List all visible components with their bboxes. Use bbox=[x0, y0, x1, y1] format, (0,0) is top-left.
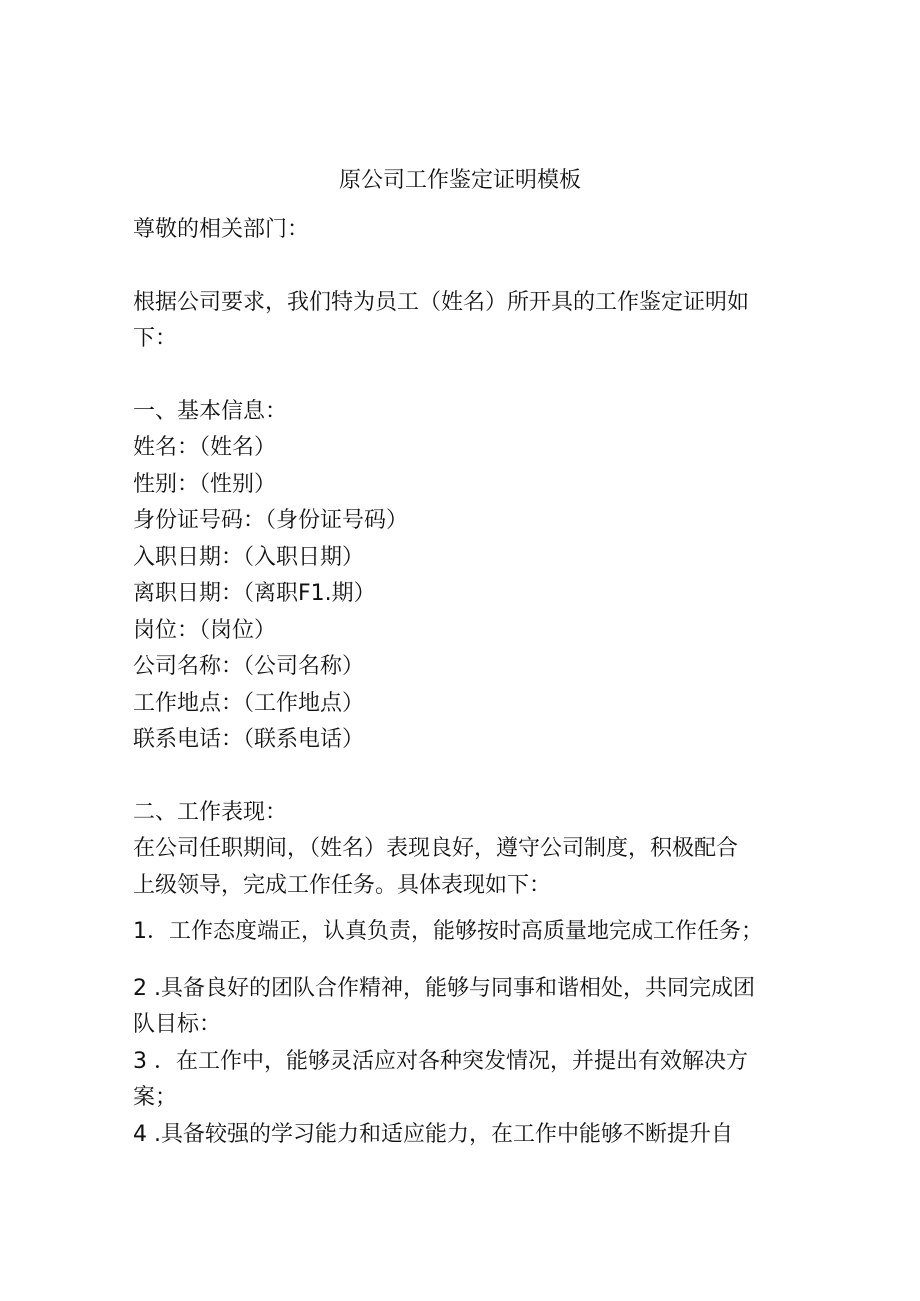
intro-line-2: 下： bbox=[133, 326, 178, 351]
list-item-2: 2 .具备良好的团队合作精神，能够与同事和谐相处，共同完成团 bbox=[133, 975, 755, 1001]
info-leave-date: 离职日期：（离职F1.期） bbox=[133, 581, 376, 606]
section-basic-info-heading: 一、基本信息： bbox=[133, 398, 288, 424]
list-item-1: 1．工作态度端正，认真负责，能够按时高质量地完成工作任务； bbox=[133, 919, 763, 944]
info-name: 姓名：（姓名） bbox=[133, 435, 277, 460]
info-company-name: 公司名称：（公司名称） bbox=[133, 654, 365, 679]
info-phone: 联系电话：（联系电话） bbox=[133, 727, 365, 752]
salutation: 尊敬的相关部门： bbox=[133, 217, 310, 242]
list-item-4: 4 .具备较强的学习能力和适应能力，在工作中能够不断提升自 bbox=[133, 1121, 733, 1147]
list-item-3: 3 ．在工作中，能够灵活应对各种突发情况，并提出有效解决方 bbox=[133, 1048, 748, 1074]
document-body bbox=[133, 212, 793, 1153]
list-item-2-cont: 队目标： bbox=[133, 1012, 222, 1037]
info-work-location: 工作地点：（工作地点） bbox=[133, 690, 365, 716]
info-gender: 性别：（性别） bbox=[133, 471, 277, 497]
document-title: 原公司工作鉴定证明模板 bbox=[338, 168, 581, 193]
performance-line-1: 在公司任职期间，（姓名）表现良好，遵守公司制度，积极配合 bbox=[133, 836, 739, 861]
info-id-number: 身份证号码：（身份证号码） bbox=[133, 508, 409, 533]
performance-line-2: 上级领导，完成工作任务。具体表现如下： bbox=[133, 872, 552, 898]
list-item-3-cont: 案； bbox=[133, 1085, 178, 1110]
intro-line-1: 根据公司要求，我们特为员工（姓名）所开具的工作鉴定证明如 bbox=[133, 289, 750, 315]
info-hire-date: 入职日期：（入职日期） bbox=[133, 544, 365, 570]
section-performance-heading: 二、工作表现： bbox=[133, 799, 288, 825]
info-position: 岗位：（岗位） bbox=[133, 617, 277, 643]
